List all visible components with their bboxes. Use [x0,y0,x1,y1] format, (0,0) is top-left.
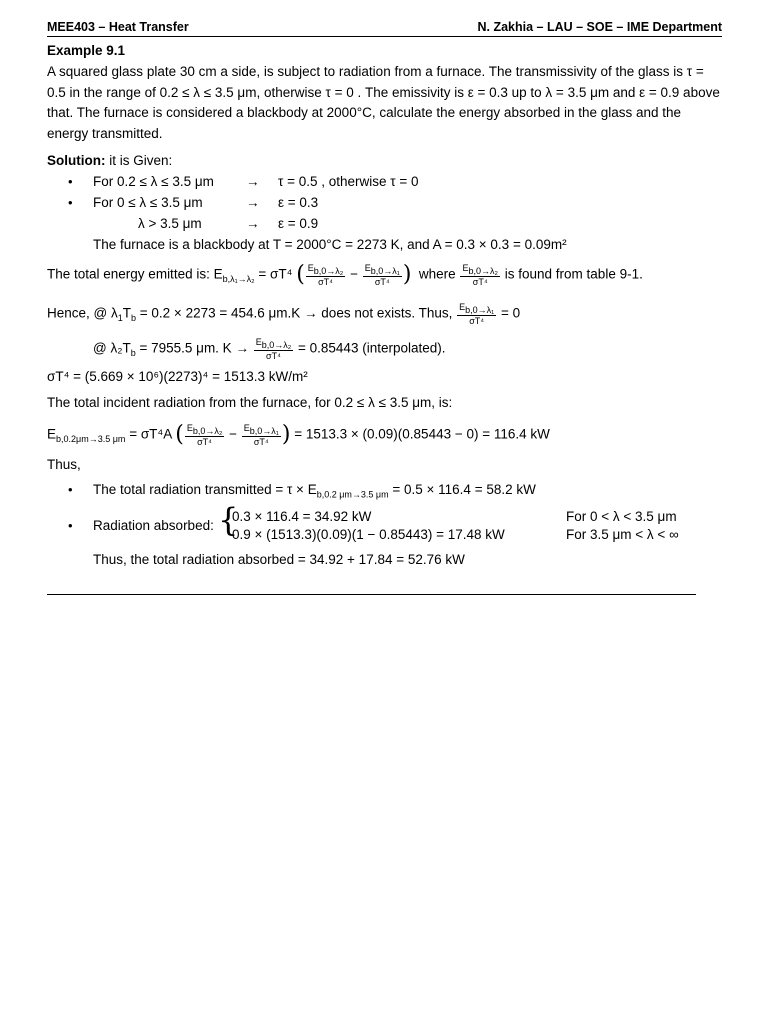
given-eps-value: ε = 0.3 [278,195,319,210]
total-energy-sub: b,λ₁→λ₂ [222,274,255,285]
fraction-e2: $\frac{E_{b,0\to\lambda_2}}{\text{σT⁴}}$ [186,423,223,447]
fraction-e1-ref: $\frac{E_{b,0\to\lambda_1}}{\text{σT⁴}}$ [459,302,495,326]
sigma-t4-line: σT⁴ = (5.669 × 10⁶)(2273)⁴ = 1513.3 kW/m² [47,369,308,384]
minus-sign: − [350,266,358,282]
given-tau-value: τ = 0.5 , otherwise τ = 0 [278,174,419,189]
bullet-icon: • [68,195,73,210]
absorbed-first: 0.3 × 116.4 = 34.92 kW [232,509,372,524]
bullet-icon: • [68,518,73,533]
incident-equation: $E_{b,0.2\mu m\to 3.5 \mu m} = \sigma T^4A$ ( $\frac{E_{b,0\to\lambda_2}}{\text{σT⁴}}$ − $\frac{E_{b,0\to\lambda_1}}{\text{σT⁴}}$ ) = 1513.3 × (0.09)(0.85443 − 0) = 116.4 kW [47,421,550,447]
fraction-e1: $\frac{E_{b,0\to\lambda_1}}{\text{σT⁴}}$ [243,423,279,447]
absorbed-label: Radiation absorbed: [93,518,214,533]
arrow-icon: → [246,195,260,210]
total-energy-prefix: The total energy emitted is: E [47,266,223,282]
thus-text: Thus, [47,457,81,472]
hence-line: Hence, @ $\lambda_1T_b = 0.2 \times 2273 = 454.6$ μm.K → does not exists. Thus, $\frac{E_{b,0\to\lambda_1}}{\text{σT⁴}}$ = 0 [47,302,521,326]
solution-intro: it is Given: [109,153,173,168]
arrow-icon: → [246,216,260,231]
given-lambda-range: λ > 3.5 μm [138,216,202,231]
problem-statement: A squared glass plate 30 cm a side, is subject to radiation from a furnace. The transmissivity of the glass is τ = 0.5 in the range of 0.2 ≤ λ ≤ 3.5 μm, otherwise τ = 0 . The emissivity is ε = 0.3 up to λ = 3.5 μm and ε = 0.9 above that. The furnace is considered a blackbody at 2000°C, calculate the energy absorbed in the glass and the energy transmitted. [47,64,720,141]
total-energy-equation [47,263,643,287]
course-title: MEE403 – Heat Transfer [47,20,189,34]
example-title: Example 9.1 [47,43,126,58]
bullet-icon: • [68,174,73,189]
where-text: where [418,266,456,282]
fraction-e2-ref: $\frac{E_{b,0\to\lambda_2}}{\text{σT⁴}}$ [462,263,498,287]
fraction-e1: $\frac{E_{b,0\to\lambda_1}}{\text{σT⁴}}$ [364,263,400,287]
lambda2-line: @ $\lambda_2T_b = 7955.5$ μm. K → $\frac{E_{b,0\to\lambda_2}}{\text{σT⁴}}$ = 0.85443 (interpolated). [93,337,446,361]
author-department: N. Zakhia – LAU – SOE – IME Department [477,20,722,34]
solution-heading [47,153,172,168]
end-divider [47,594,696,595]
given-tau-range: For 0.2 ≤ λ ≤ 3.5 μm [93,174,214,189]
absorbed-second: 0.9 × (1513.3)(0.09)(1 − 0.85443) = 17.48 kW [232,527,505,542]
page-header [47,16,722,37]
paren-close: ) [402,261,412,287]
transmitted-line: The total radiation transmitted = $\tau \times E_{b,0.2 \mu m\to 3.5 \mu m} = 0.5 \times 116.4 = 58.2$ kW [93,482,536,500]
furnace-line: The furnace is a blackbody at T = 2000°C = 2273 K, and A = 0.3 × 0.3 = 0.09m² [93,237,567,252]
fraction-e2: $\frac{E_{b,0\to\lambda_2}}{\text{σT⁴}}$ [307,263,344,287]
solution-label: Solution: [47,153,106,168]
incident-text: The total incident radiation from the furnace, for 0.2 ≤ λ ≤ 3.5 μm, is: [47,395,453,410]
fraction-e2-value: $\frac{E_{b,0\to\lambda_2}}{\text{σT⁴}}$ [255,337,292,361]
brace-icon: { [218,501,239,539]
absorbed-second-range: For 3.5 μm < λ < ∞ [566,527,679,542]
bullet-icon: • [68,482,73,497]
given-eps-range: For 0 ≤ λ ≤ 3.5 μm [93,195,203,210]
given-eps-value-2: ε = 0.9 [278,216,319,231]
arrow-icon: → [246,174,260,189]
total-absorbed: Thus, the total radiation absorbed = 34.92 + 17.84 = 52.76 kW [93,552,465,567]
found-from-text: is found from table 9-1. [504,266,643,282]
absorbed-first-range: For 0 < λ < 3.5 μm [566,509,677,524]
total-energy-eq: = σT⁴ [258,266,293,282]
paren-open: ( [296,261,305,287]
